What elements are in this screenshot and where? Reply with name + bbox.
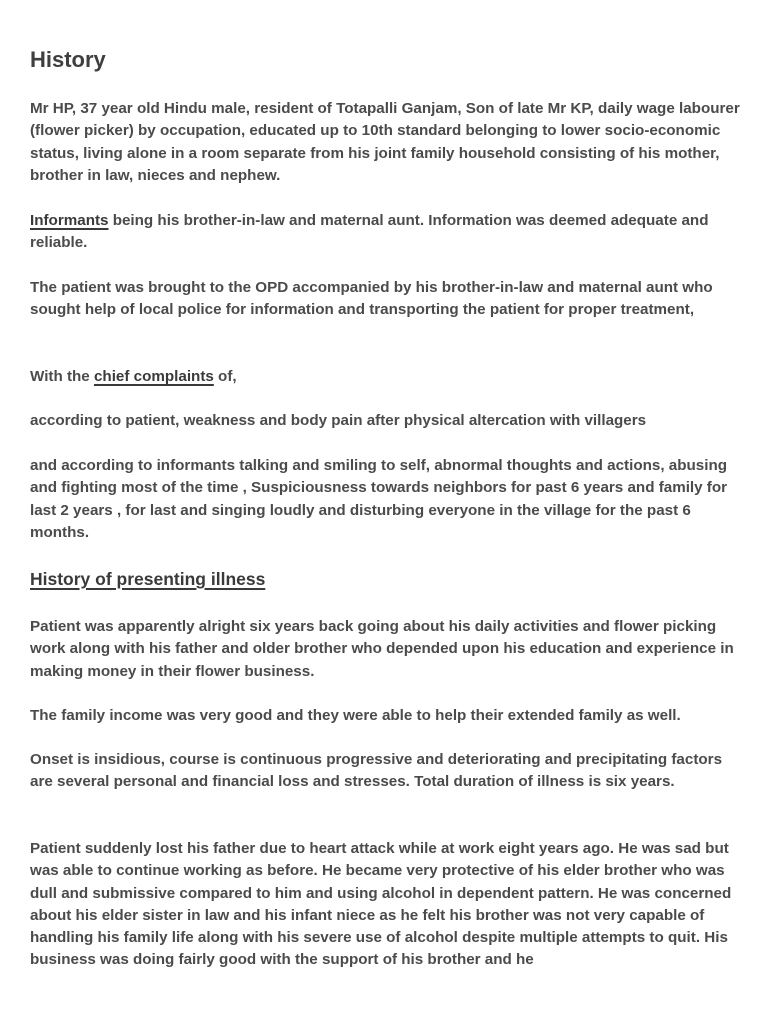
informant-complaints-paragraph: and according to informants talking and smiling to self, abnormal thoughts and actions, abusing and fighting most of the time , Suspiciousness towards neighbors for past 6 years and family for last 2 years , for last and singing loudly and disturbing everyone in the village for the past 6 months. [30, 457, 728, 541]
informants-paragraph [30, 210, 742, 255]
chief-complaints-paragraph [30, 366, 742, 388]
informants-text: being his brother-in-law and maternal aunt. Information was deemed adequate and reliable. [30, 212, 709, 252]
informants-label: Informants [30, 212, 109, 229]
presentation-paragraph: The patient was brought to the OPD accompanied by his brother-in-law and maternal aunt who sought help of local police for information and transporting the patient for proper treatment, [30, 279, 713, 319]
section-heading-hopi: History of presenting illness [30, 569, 266, 589]
hopi-paragraph-1: Patient was apparently alright six years back going about his daily activities and flower picking work along with his father and older brother who depended upon his education and experience in making money in their flower business. [30, 618, 734, 680]
page-title: History [30, 47, 106, 72]
patient-complaints-paragraph: according to patient, weakness and body pain after physical altercation with villagers [30, 412, 647, 429]
hopi-paragraph-3: Onset is insidious, course is continuous progressive and deteriorating and precipitating factors are several personal and financial loss and stresses. Total duration of illness is six years. [30, 751, 723, 791]
patient-identification-paragraph: Mr HP, 37 year old Hindu male, resident of Totapalli Ganjam, Son of late Mr KP, daily wage labourer (flower picker) by occupation, educated up to 10th standard belonging to lower socio-economic status, living alone in a room separate from his joint family household consisting of his mother, brother in law, nieces and nephew. [30, 100, 740, 184]
hopi-paragraph-4: Patient suddenly lost his father due to heart attack while at work eight years ago. He was sad but was able to continue working as before. He became very protective of his elder brother who was dull and submissive compared to him and using alcohol in dependent pattern. He was concerned about his elder sister in law and his infant niece as he felt his brother was not very capable of handling his family life along with his severe use of alcohol despite multiple attempts to quit. His business was doing fairly good with the support of his brother and he [30, 840, 732, 969]
hopi-paragraph-2: The family income was very good and they were able to help their extended family as well. [30, 707, 681, 724]
chief-complaints-label: chief complaints [93, 368, 214, 385]
chief-complaints-suffix: of, [213, 368, 237, 385]
chief-complaints-prefix: With the [30, 368, 94, 385]
